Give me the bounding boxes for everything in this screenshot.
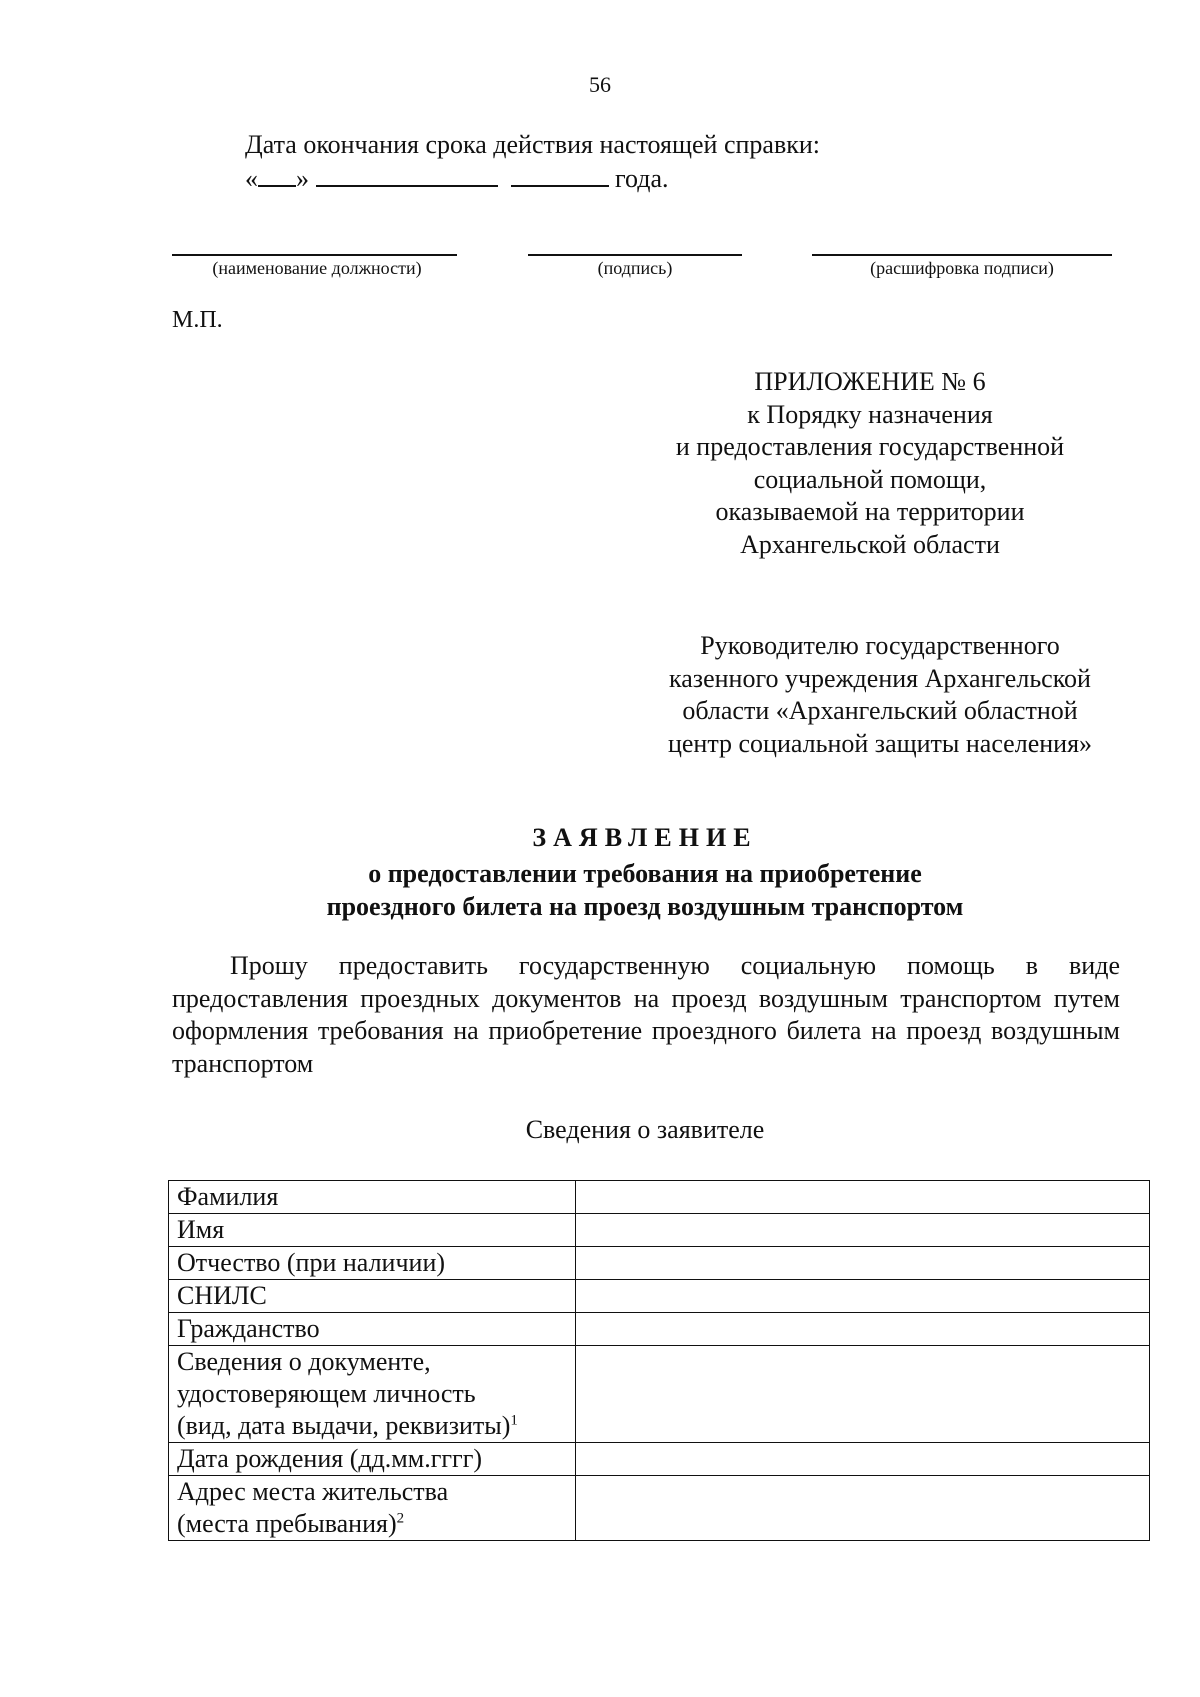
appendix-line: социальной помощи, [753, 464, 987, 494]
field-value-cell[interactable] [576, 1247, 1150, 1280]
table-row [169, 1214, 1150, 1247]
decoding-caption: (расшифровка подписи) [870, 258, 1054, 278]
position-caption: (наименование должности) [212, 258, 422, 278]
document-title: ЗАЯВЛЕНИЕ [532, 823, 758, 852]
decoding-signature-line[interactable] [812, 254, 1112, 256]
table-row [169, 1476, 1150, 1541]
addressee-block [630, 630, 1130, 760]
addressee-line: центр социальной защиты населения» [667, 728, 1093, 758]
appendix-line: ПРИЛОЖЕНИЕ № 6 [754, 367, 986, 396]
field-label [169, 1280, 576, 1313]
close-quote: » [296, 164, 309, 193]
field-label [169, 1476, 576, 1541]
section-title: Сведения о заявителе [525, 1115, 765, 1144]
addressee-line: казенного учреждения Архангельской [669, 663, 1091, 693]
field-label-line: Адрес места жительства [177, 1477, 449, 1506]
applicant-info-table [168, 1180, 1150, 1541]
position-signature-line[interactable] [172, 254, 457, 256]
field-label-last-line [177, 1508, 567, 1540]
page-number: 56 [589, 72, 611, 97]
field-label-line: Отчество (при наличии) [177, 1248, 446, 1277]
appendix-line: к Порядку назначения [747, 399, 993, 429]
field-label-line: Имя [177, 1215, 225, 1244]
field-label-line: Фамилия [177, 1182, 279, 1211]
field-label-line: Гражданство [177, 1314, 320, 1343]
field-label-line: (места пребывания) [177, 1509, 397, 1538]
field-value-cell[interactable] [576, 1346, 1150, 1443]
addressee-line: области «Архангельский областной [682, 696, 1078, 725]
field-label [169, 1346, 576, 1443]
expiry-date-label: Дата окончания срока действия настоящей справки: [245, 130, 820, 159]
table-row [169, 1313, 1150, 1346]
field-label [169, 1313, 576, 1346]
expiry-date-block [245, 128, 820, 195]
field-label-last-line [177, 1410, 567, 1442]
year-blank[interactable] [511, 161, 609, 187]
addressee-line: Руководителю государственного [700, 631, 1060, 660]
appendix-line: оказываемой на территории [715, 497, 1025, 526]
document-subtitle [0, 857, 1200, 923]
footnote-marker: 2 [396, 1510, 405, 1527]
field-label [169, 1181, 576, 1214]
field-value-cell[interactable] [576, 1313, 1150, 1346]
field-value-cell[interactable] [576, 1476, 1150, 1541]
year-word: года. [615, 164, 669, 193]
footnote-marker: 1 [510, 1412, 518, 1429]
field-label [169, 1443, 576, 1476]
signature-line[interactable] [528, 254, 742, 256]
subtitle-line: проездного билета на проезд воздушным транспортом [326, 892, 964, 921]
field-label [169, 1214, 576, 1247]
stamp-place: М.П. [172, 307, 223, 333]
expiry-date-fields [245, 161, 820, 195]
table-row [169, 1346, 1150, 1443]
table-row [169, 1280, 1150, 1313]
field-value-cell[interactable] [576, 1214, 1150, 1247]
signature-caption: (подпись) [597, 258, 673, 278]
field-label-line: удостоверяющем личность [177, 1379, 476, 1408]
table-row [169, 1247, 1150, 1280]
field-label-line: (вид, дата выдачи, реквизиты) [177, 1411, 511, 1440]
field-value-cell[interactable] [576, 1280, 1150, 1313]
appendix-line: и предоставления государственной [675, 432, 1065, 461]
table-row [169, 1181, 1150, 1214]
month-blank[interactable] [316, 161, 498, 187]
field-label [169, 1247, 576, 1280]
field-value-cell[interactable] [576, 1443, 1150, 1476]
field-label-line: Дата рождения (дд.мм.гггг) [177, 1444, 483, 1473]
request-paragraph: Прошу предоставить государственную социальную помощь в виде предоставления проездных документов на проезд воздушным транспортом путем оформления требования на приобретение проездного билета на проезд воздушным транспортом [172, 951, 1120, 1078]
table-row [169, 1443, 1150, 1476]
subtitle-line: о предоставлении требования на приобретение [368, 859, 922, 888]
field-label-line: Сведения о документе, [177, 1347, 431, 1376]
field-value-cell[interactable] [576, 1181, 1150, 1214]
appendix-line: Архангельской области [740, 529, 1000, 559]
field-label-line: СНИЛС [177, 1281, 267, 1310]
appendix-header [640, 366, 1100, 561]
day-blank[interactable] [258, 161, 296, 187]
open-quote: « [245, 164, 258, 193]
